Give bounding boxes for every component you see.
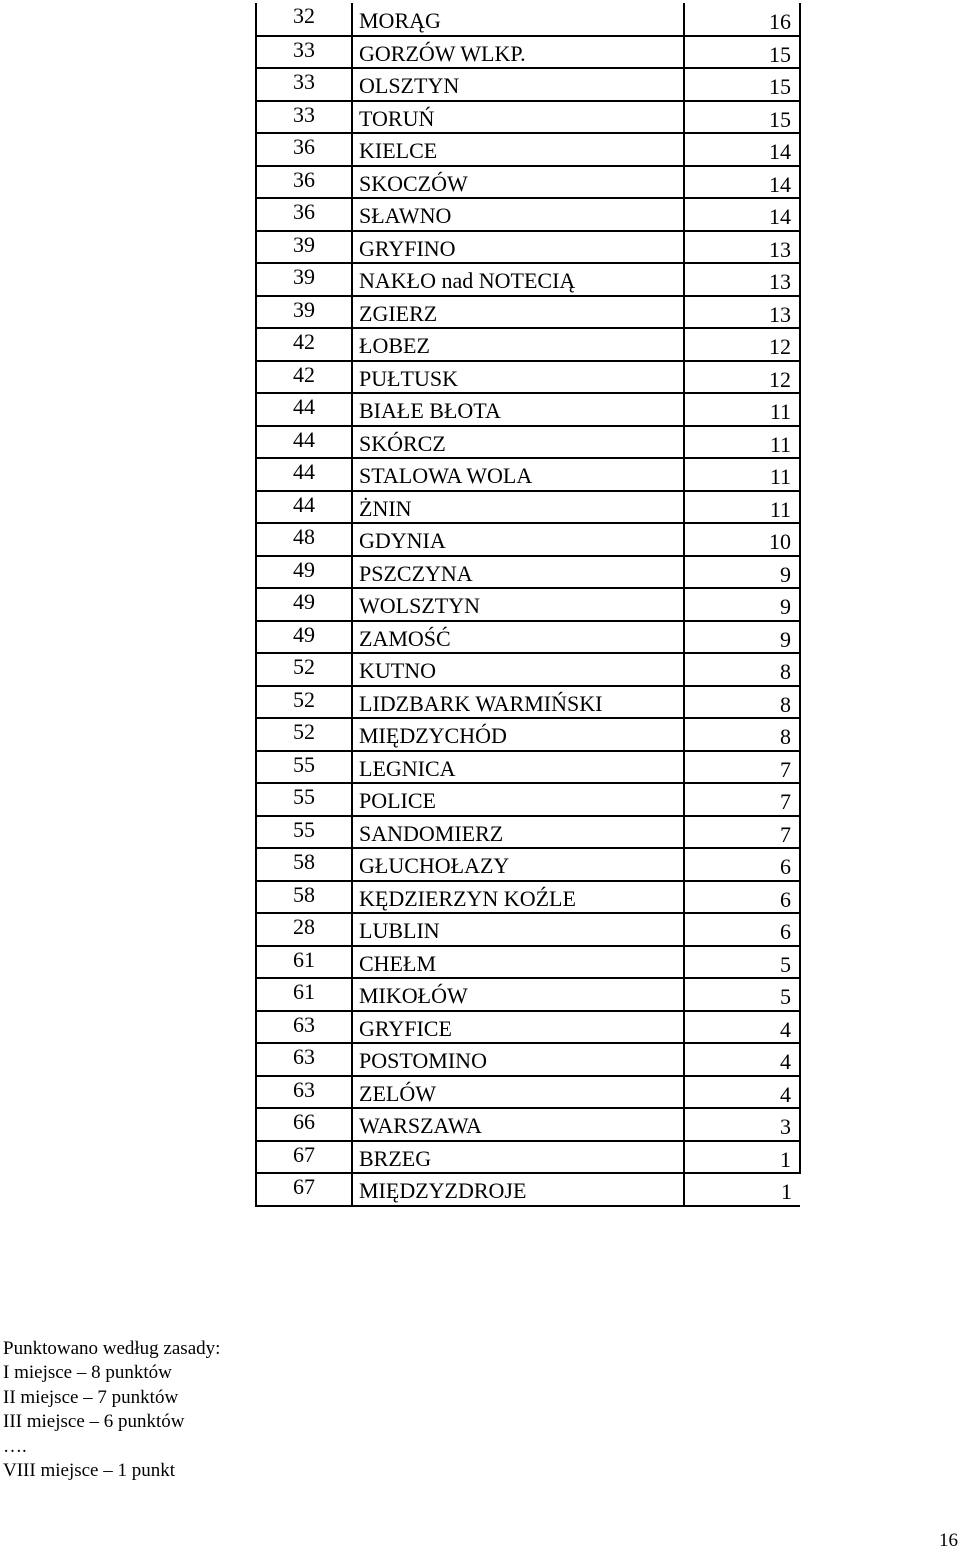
table-row [256, 588, 800, 621]
ranking-table [255, 3, 801, 1207]
city-cell: SKÓRCZ [352, 426, 684, 459]
table-row [256, 328, 800, 361]
points-cell: 7 [684, 783, 800, 816]
city-cell: PUŁTUSK [352, 361, 684, 394]
table-row [256, 36, 800, 69]
city-cell: GRYFICE [352, 1011, 684, 1044]
place-cell: 44 [256, 491, 352, 524]
points-cell: 7 [684, 751, 800, 784]
place-cell: 49 [256, 621, 352, 654]
table-row [256, 231, 800, 264]
city-cell: KIELCE [352, 133, 684, 166]
city-cell: MORĄG [352, 3, 684, 36]
table-row [256, 263, 800, 296]
place-cell: 39 [256, 263, 352, 296]
place-cell: 66 [256, 1108, 352, 1141]
points-cell: 15 [684, 36, 800, 69]
points-cell: 13 [684, 296, 800, 329]
city-cell: SŁAWNO [352, 198, 684, 231]
place-cell: 52 [256, 653, 352, 686]
place-cell: 61 [256, 946, 352, 979]
points-cell: 14 [684, 166, 800, 199]
points-cell: 15 [684, 68, 800, 101]
place-cell: 55 [256, 816, 352, 849]
place-cell: 55 [256, 783, 352, 816]
place-cell: 67 [256, 1141, 352, 1174]
city-cell: SKOCZÓW [352, 166, 684, 199]
rules-line: III miejsce – 6 punktów [3, 1411, 185, 1433]
points-cell: 14 [684, 133, 800, 166]
table-row [256, 946, 800, 979]
table-row [256, 881, 800, 914]
place-cell: 33 [256, 101, 352, 134]
rules-line: Punktowano według zasady: [3, 1338, 221, 1359]
scoring-rules [3, 1337, 220, 1483]
place-cell: 36 [256, 198, 352, 231]
points-cell: 15 [684, 101, 800, 134]
table-row [256, 296, 800, 329]
city-cell: LEGNICA [352, 751, 684, 784]
rules-line: I miejsce – 8 punktów [3, 1362, 172, 1384]
points-cell: 6 [684, 913, 800, 946]
table-row [256, 848, 800, 881]
points-cell: 11 [684, 458, 800, 491]
table-row [256, 783, 800, 816]
place-cell: 63 [256, 1011, 352, 1044]
city-cell: MIKOŁÓW [352, 978, 684, 1011]
city-cell: CHEŁM [352, 946, 684, 979]
page-number: 16 [939, 1530, 958, 1551]
place-cell: 63 [256, 1076, 352, 1109]
city-cell: OLSZTYN [352, 68, 684, 101]
table-row [256, 133, 800, 166]
place-cell: 55 [256, 751, 352, 784]
place-cell: 61 [256, 978, 352, 1011]
rules-line: VIII miejsce – 1 punkt [3, 1460, 176, 1482]
points-cell: 14 [684, 198, 800, 231]
place-cell: 58 [256, 848, 352, 881]
points-cell: 4 [684, 1043, 800, 1076]
table-row [256, 523, 800, 556]
points-cell: 1 [684, 1141, 800, 1174]
points-cell: 13 [684, 231, 800, 264]
place-cell: 44 [256, 426, 352, 459]
place-cell: 36 [256, 166, 352, 199]
table-row [256, 816, 800, 849]
place-cell: 33 [256, 36, 352, 69]
city-cell: KĘDZIERZYN KOŹLE [352, 881, 684, 914]
points-cell: 13 [684, 263, 800, 296]
points-cell: 8 [684, 718, 800, 751]
rules-line: …. [3, 1435, 27, 1457]
points-cell: 4 [684, 1011, 800, 1044]
place-cell: 48 [256, 523, 352, 556]
table-row [256, 491, 800, 524]
rules-line: II miejsce – 7 punktów [3, 1386, 179, 1408]
table-row [256, 426, 800, 459]
place-cell: 52 [256, 718, 352, 751]
points-cell: 7 [684, 816, 800, 849]
points-cell: 4 [684, 1076, 800, 1109]
city-cell: SANDOMIERZ [352, 816, 684, 849]
city-cell: BIAŁE BŁOTA [352, 393, 684, 426]
table-row [256, 198, 800, 231]
city-cell: GŁUCHOŁAZY [352, 848, 684, 881]
points-cell: 8 [684, 653, 800, 686]
city-cell: LIDZBARK WARMIŃSKI [352, 686, 684, 719]
points-cell: 9 [684, 588, 800, 621]
table-row [256, 751, 800, 784]
city-cell: ZELÓW [352, 1076, 684, 1109]
city-cell: MIĘDZYZDROJE [352, 1173, 684, 1206]
points-cell: 5 [684, 946, 800, 979]
city-cell: ŁOBEZ [352, 328, 684, 361]
place-cell: 36 [256, 133, 352, 166]
place-cell: 32 [256, 3, 352, 36]
table-row [256, 718, 800, 751]
table-row [256, 361, 800, 394]
points-cell: 12 [684, 361, 800, 394]
city-cell: PSZCZYNA [352, 556, 684, 589]
city-cell: GORZÓW WLKP. [352, 36, 684, 69]
points-cell: 6 [684, 848, 800, 881]
points-cell: 10 [684, 523, 800, 556]
city-cell: TORUŃ [352, 101, 684, 134]
table-row [256, 1108, 800, 1141]
city-cell: ŻNIN [352, 491, 684, 524]
points-cell: 1 [684, 1173, 800, 1206]
table-row [256, 621, 800, 654]
city-cell: GRYFINO [352, 231, 684, 264]
points-cell: 11 [684, 426, 800, 459]
points-cell: 11 [684, 393, 800, 426]
place-cell: 49 [256, 556, 352, 589]
table-row [256, 686, 800, 719]
table-row [256, 68, 800, 101]
city-cell: MIĘDZYCHÓD [352, 718, 684, 751]
city-cell: WOLSZTYN [352, 588, 684, 621]
points-cell: 11 [684, 491, 800, 524]
city-cell: ZGIERZ [352, 296, 684, 329]
points-cell: 12 [684, 328, 800, 361]
points-cell: 16 [684, 3, 800, 36]
table-row [256, 458, 800, 491]
place-cell: 58 [256, 881, 352, 914]
place-cell: 49 [256, 588, 352, 621]
city-cell: STALOWA WOLA [352, 458, 684, 491]
table-row [256, 978, 800, 1011]
table-row [256, 166, 800, 199]
place-cell: 39 [256, 296, 352, 329]
table-row [256, 1043, 800, 1076]
table-row [256, 653, 800, 686]
table-row [256, 1173, 800, 1206]
place-cell: 42 [256, 328, 352, 361]
place-cell: 44 [256, 458, 352, 491]
place-cell: 33 [256, 68, 352, 101]
table-row [256, 393, 800, 426]
place-cell: 44 [256, 393, 352, 426]
place-cell: 63 [256, 1043, 352, 1076]
table-row [256, 1141, 800, 1174]
table-row [256, 556, 800, 589]
table-row [256, 3, 800, 36]
table-row [256, 913, 800, 946]
city-cell: ZAMOŚĆ [352, 621, 684, 654]
city-cell: POLICE [352, 783, 684, 816]
points-cell: 9 [684, 556, 800, 589]
points-cell: 5 [684, 978, 800, 1011]
place-cell: 52 [256, 686, 352, 719]
city-cell: LUBLIN [352, 913, 684, 946]
place-cell: 28 [256, 913, 352, 946]
points-cell: 6 [684, 881, 800, 914]
ranking-table-body [256, 3, 800, 1206]
table-row [256, 1076, 800, 1109]
table-row [256, 101, 800, 134]
city-cell: KUTNO [352, 653, 684, 686]
points-cell: 3 [684, 1108, 800, 1141]
city-cell: WARSZAWA [352, 1108, 684, 1141]
place-cell: 42 [256, 361, 352, 394]
place-cell: 67 [256, 1173, 352, 1206]
city-cell: POSTOMINO [352, 1043, 684, 1076]
place-cell: 39 [256, 231, 352, 264]
points-cell: 9 [684, 621, 800, 654]
city-cell: GDYNIA [352, 523, 684, 556]
city-cell: BRZEG [352, 1141, 684, 1174]
city-cell: NAKŁO nad NOTECIĄ [352, 263, 684, 296]
table-row [256, 1011, 800, 1044]
points-cell: 8 [684, 686, 800, 719]
